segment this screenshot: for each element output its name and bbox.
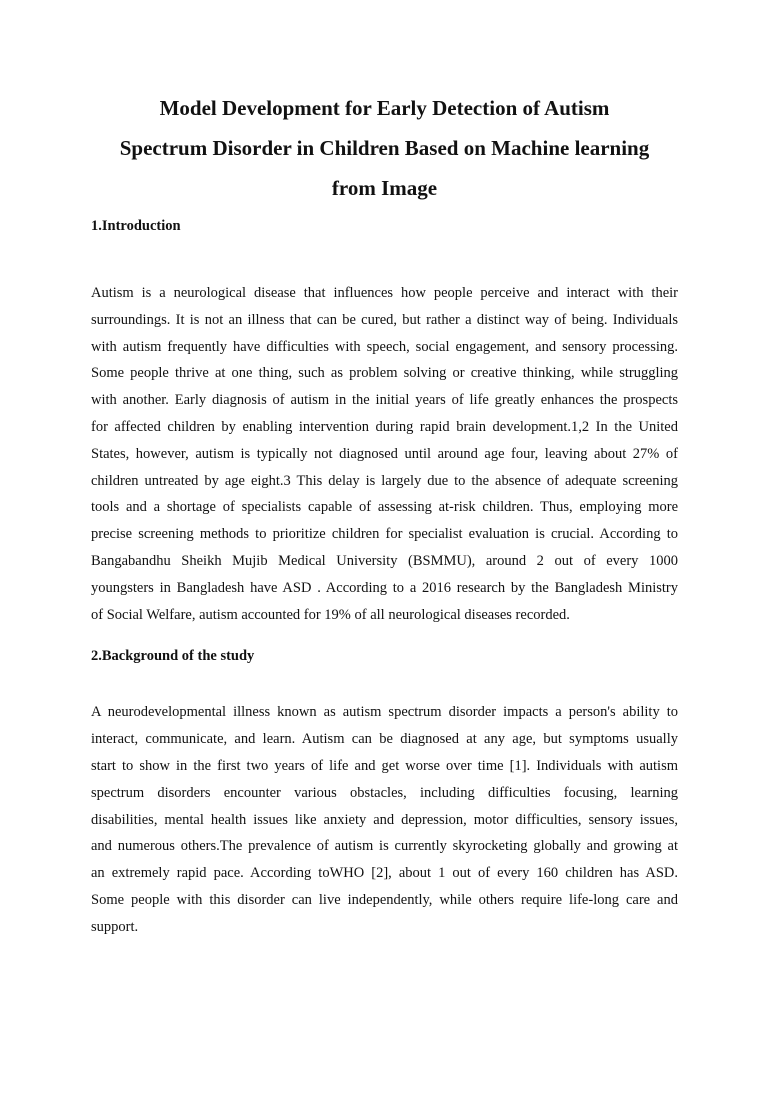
text-line: of Social Welfare, autism accounted for 19% of all neurological diseases recorded. bbox=[91, 606, 570, 623]
text-line: Some people with this disorder can live independently, while others require life-long care and bbox=[91, 891, 678, 908]
text-line: support. bbox=[91, 918, 139, 935]
text-line: youngsters in Bangladesh have ASD . According to a 2016 research by the Bangladesh Ministry bbox=[91, 579, 678, 596]
section-heading-background: 2.Background of the study bbox=[91, 648, 255, 665]
text-line: tools and a shortage of specialists capable of assessing at-risk children. Thus, employing more bbox=[91, 499, 678, 516]
text-line: Some people thrive at one thing, such as problem solving or creative thinking, while struggling bbox=[91, 365, 678, 382]
text-line: children untreated by age eight.3 This delay is largely due to the absence of adequate screening bbox=[91, 472, 678, 489]
text-line: States, however, autism is typically not diagnosed until around age four, leaving about 27% of bbox=[91, 445, 678, 462]
text-line: A neurodevelopmental illness known as autism spectrum disorder impacts a person's ability to bbox=[91, 704, 678, 721]
document-page bbox=[0, 88, 768, 1112]
title-line: Model Development for Early Detection of Autism bbox=[159, 96, 610, 120]
text-line: Bangabandhu Sheikh Mujib Medical University (BSMMU), around 2 out of every 1000 bbox=[91, 552, 678, 569]
text-line: and numerous others.The prevalence of autism is currently skyrocketing globally and growing at bbox=[91, 838, 678, 855]
text-line: precise screening methods to prioritize children for specialist evaluation is crucial. According to bbox=[91, 526, 678, 543]
text-line: with another. Early diagnosis of autism in the initial years of life greatly enhances the prospects bbox=[91, 392, 678, 409]
text-line: disabilities, mental health issues like anxiety and depression, motor difficulties, sensory issues, bbox=[91, 811, 678, 828]
text-line: surroundings. It is not an illness that can be cured, but rather a distinct way of being. Individuals bbox=[91, 311, 678, 328]
text-line: for affected children by enabling intervention during rapid brain development.1,2 In the United bbox=[91, 418, 678, 435]
introduction-paragraph bbox=[91, 280, 678, 628]
text-line: with autism frequently have difficulties with speech, social engagement, and sensory processing. bbox=[91, 338, 678, 355]
background-paragraph bbox=[91, 699, 678, 940]
text-line: start to show in the first two years of life and get worse over time [1]. Individuals with autism bbox=[91, 757, 678, 774]
section-heading-introduction: 1.Introduction bbox=[91, 218, 181, 234]
title-line: from Image bbox=[331, 176, 438, 200]
text-line: interact, communicate, and learn. Autism can be diagnosed at any age, but symptoms usually bbox=[91, 731, 678, 748]
text-line: an extremely rapid pace. According toWHO [2], about 1 out of every 160 children has ASD. bbox=[91, 865, 678, 882]
text-line: spectrum disorders encounter various obstacles, including difficulties focusing, learning bbox=[91, 784, 678, 801]
title-line: Spectrum Disorder in Children Based on Machine learning bbox=[119, 136, 650, 160]
document-title bbox=[91, 88, 678, 208]
text-line: Autism is a neurological disease that influences how people perceive and interact with their bbox=[91, 285, 678, 301]
